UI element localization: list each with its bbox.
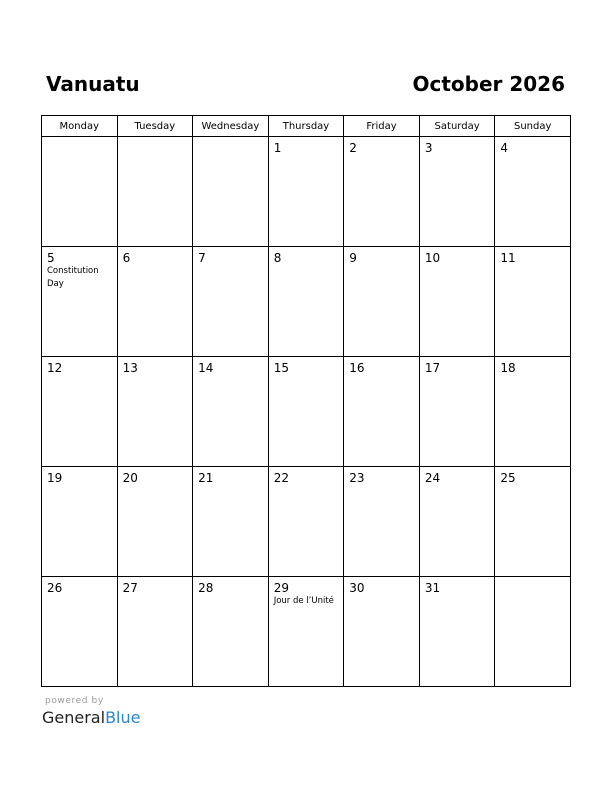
day-cell — [117, 357, 193, 467]
day-number: 21 — [198, 471, 214, 485]
day-number — [42, 137, 117, 141]
day-number: 9 — [349, 251, 357, 265]
day-cell — [268, 357, 344, 467]
day-number: 18 — [500, 361, 516, 375]
powered-by-label: powered by — [45, 696, 104, 706]
weekday-wednesday: Wednesday — [193, 116, 269, 137]
day-number: 20 — [122, 471, 138, 485]
day-cell — [268, 137, 344, 247]
day-number: 24 — [424, 471, 441, 485]
day-cell — [344, 247, 420, 357]
week-row — [42, 247, 571, 357]
day-cell — [344, 577, 420, 687]
brand-logo[interactable] — [42, 708, 140, 728]
day-cell — [42, 467, 118, 577]
weekday-monday: Monday — [42, 116, 118, 137]
day-cell — [193, 247, 269, 357]
day-number: 10 — [424, 251, 441, 265]
day-cell — [117, 577, 193, 687]
day-cell — [495, 357, 571, 467]
day-cell — [193, 357, 269, 467]
day-cell — [42, 247, 118, 357]
day-number: 17 — [424, 361, 441, 375]
weekday-friday: Friday — [344, 116, 420, 137]
day-cell — [344, 137, 420, 247]
brand-blue: Blue — [105, 708, 141, 727]
day-cell — [193, 577, 269, 687]
day-cell — [419, 577, 495, 687]
weekday-thursday: Thursday — [268, 116, 344, 137]
week-row — [42, 357, 571, 467]
day-number: 3 — [424, 141, 433, 155]
weekday-header-row — [42, 116, 571, 137]
day-number — [193, 137, 268, 141]
week-row — [42, 137, 571, 247]
day-cell — [117, 247, 193, 357]
day-number: 2 — [349, 141, 357, 155]
day-number: 12 — [47, 361, 63, 375]
holiday-label: Jour de l’Unité — [273, 596, 334, 606]
day-cell — [117, 137, 193, 247]
day-cell — [193, 137, 269, 247]
day-cell — [495, 467, 571, 577]
day-number: 14 — [198, 361, 214, 375]
day-number: 25 — [500, 471, 516, 485]
weekday-sunday: Sunday — [495, 116, 571, 137]
weekday-tuesday: Tuesday — [117, 116, 193, 137]
holiday-label: Constitution Day — [47, 266, 99, 289]
day-cell — [495, 577, 571, 687]
day-number: 6 — [122, 251, 131, 265]
day-cell — [42, 357, 118, 467]
day-number: 29 — [273, 581, 289, 595]
day-cell — [42, 137, 118, 247]
day-cell — [268, 467, 344, 577]
week-row — [42, 467, 571, 577]
day-number: 16 — [349, 361, 365, 375]
calendar-grid — [41, 115, 571, 687]
day-cell — [419, 467, 495, 577]
day-cell — [495, 137, 571, 247]
day-number: 11 — [500, 251, 516, 265]
day-cell — [419, 137, 495, 247]
week-row — [42, 577, 571, 687]
day-number: 15 — [273, 361, 289, 375]
day-number: 26 — [47, 581, 63, 595]
day-cell — [268, 577, 344, 687]
country-title: Vanuatu — [46, 72, 140, 96]
day-cell — [495, 247, 571, 357]
brand-general: General — [42, 708, 106, 727]
day-number: 5 — [47, 251, 55, 265]
day-cell — [268, 247, 344, 357]
day-number: 7 — [198, 251, 206, 265]
day-cell — [42, 577, 118, 687]
weekday-saturday: Saturday — [419, 116, 495, 137]
day-number: 30 — [349, 581, 365, 595]
day-cell — [117, 467, 193, 577]
day-number: 8 — [273, 251, 282, 265]
day-number — [495, 577, 570, 581]
day-number: 4 — [500, 141, 509, 155]
day-cell — [344, 357, 420, 467]
day-number: 19 — [47, 471, 63, 485]
day-cell — [193, 467, 269, 577]
month-title: October 2026 — [412, 72, 565, 96]
day-number: 28 — [198, 581, 214, 595]
day-number: 27 — [122, 581, 138, 595]
day-cell — [344, 467, 420, 577]
day-number: 23 — [349, 471, 365, 485]
day-number: 22 — [273, 471, 289, 485]
day-number — [118, 137, 193, 141]
day-number: 1 — [273, 141, 282, 155]
day-number: 13 — [122, 361, 138, 375]
day-cell — [419, 357, 495, 467]
day-cell — [419, 247, 495, 357]
day-number: 31 — [424, 581, 441, 595]
